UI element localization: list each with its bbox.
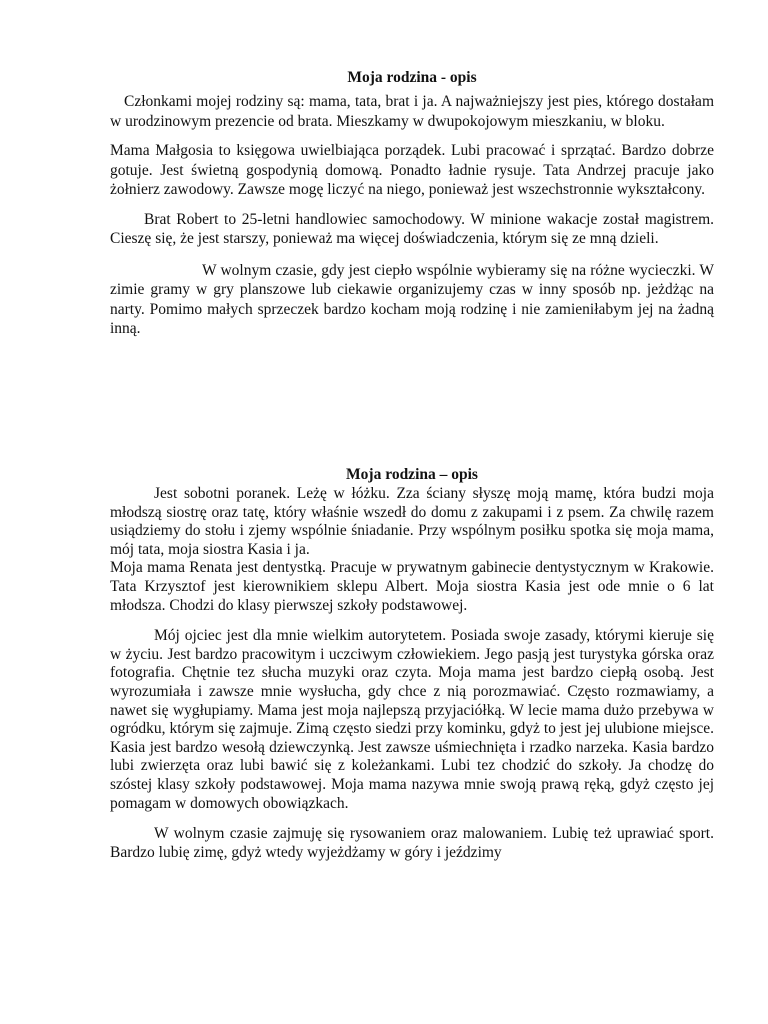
essay-second: [110, 465, 714, 862]
paragraph: Moja mama Renata jest dentystką. Pracuje w prywatnym gabinecie dentystycznym w Krakowie. Tata Krzysztof jest kierownikiem sklepu Albert. Moja siostra Kasia jest ode mnie o 6 lat młodsza. Chodzi do klasy pierwszej szkoły podstawowej.: [110, 559, 714, 614]
paragraph: Mój ojciec jest dla mnie wielkim autorytetem. Posiada swoje zasady, którymi kieruje się w życiu. Jest bardzo pracowitym i uczciwym człowiekiem. Jego pasją jest turystyka górska oraz fotografia. Chętnie tez słucha muzyki oraz czyta. Moja mama jest bardzo ciepłą osobą. Jest wyrozumiała i zawsze mnie wysłucha, gdy chce z nią porozmawiać. Często rozmawiamy, a nawet się wygłupiamy. Mama jest moja najlepszą przyjaciółką. W lecie mama dużo przebywa w ogródku, którym się zajmuje. Zimą często siedzi przy kominku, gdyż to jest jej ulubione miejsce. Kasia jest bardzo wesołą dziewczynką. Jest zawsze uśmiechnięta i rzadko narzeka. Kasia bardzo lubi zwierzęta oraz lubi bawić się z koleżankami. Lubi tez chodzić do szkoły. Ja chodzę do szóstej klasy szkoły podstawowej. Moja mama nazywa mnie swoją prawą ręką, gdyż często jej pomagam w domowych obowiązkach.: [110, 627, 714, 812]
essay-first: [110, 68, 714, 339]
essay-title: Moja rodzina – opis: [346, 466, 478, 483]
paragraph: Członkami mojej rodziny są: mama, tata, brat i ja. A najważniejszy jest pies, którego dostałam w urodzinowym prezencie od brata. Mieszkamy w dwupokojowym mieszkaniu, w bloku.: [110, 93, 714, 130]
paragraph: Mama Małgosia to księgowa uwielbiająca porządek. Lubi pracować i sprzątać. Bardzo dobrze gotuje. Jest świetną gospodynią domową. Ponadto ładnie rysuje. Tata Andrzej pracuje jako żołnierz zawodowy. Zawsze mogę liczyć na niego, ponieważ jest wszechstronnie wykształcony.: [110, 142, 714, 198]
paragraph: Brat Robert to 25-letni handlowiec samochodowy. W minione wakacje został magistrem. Cieszę się, że jest starszy, ponieważ ma więcej doświadczenia, którym się ze mną dzieli.: [110, 210, 714, 247]
paragraph: W wolnym czasie zajmuję się rysowaniem oraz malowaniem. Lubię też uprawiać sport. Bardzo lubię zimę, gdyż wtedy wyjeżdżamy w góry i jeździmy: [110, 825, 714, 861]
paragraph: Jest sobotni poranek. Leżę w łóżku. Zza ściany słyszę moją mamę, która budzi moja młodszą siostrę oraz tatę, który właśnie wszedł do domu z zakupami i z psem. Za chwilę razem usiądziemy do stołu i zjemy wspólnie śniadanie. Przy wspólnym posiłku spotka się moja mama, mój tata, moja siostra Kasia i ja.: [110, 485, 714, 558]
paragraph: W wolnym czasie, gdy jest ciepło wspólnie wybieramy się na różne wycieczki. W zimie gramy w gry planszowe lub ciekawie organizujemy czas w inny sposób np. jeżdżąc na narty. Pomimo małych sprzeczek bardzo kocham moją rodzinę i nie zamieniłabym jej na żadną inną.: [110, 261, 714, 337]
essay-title: Moja rodzina - opis: [347, 69, 477, 86]
